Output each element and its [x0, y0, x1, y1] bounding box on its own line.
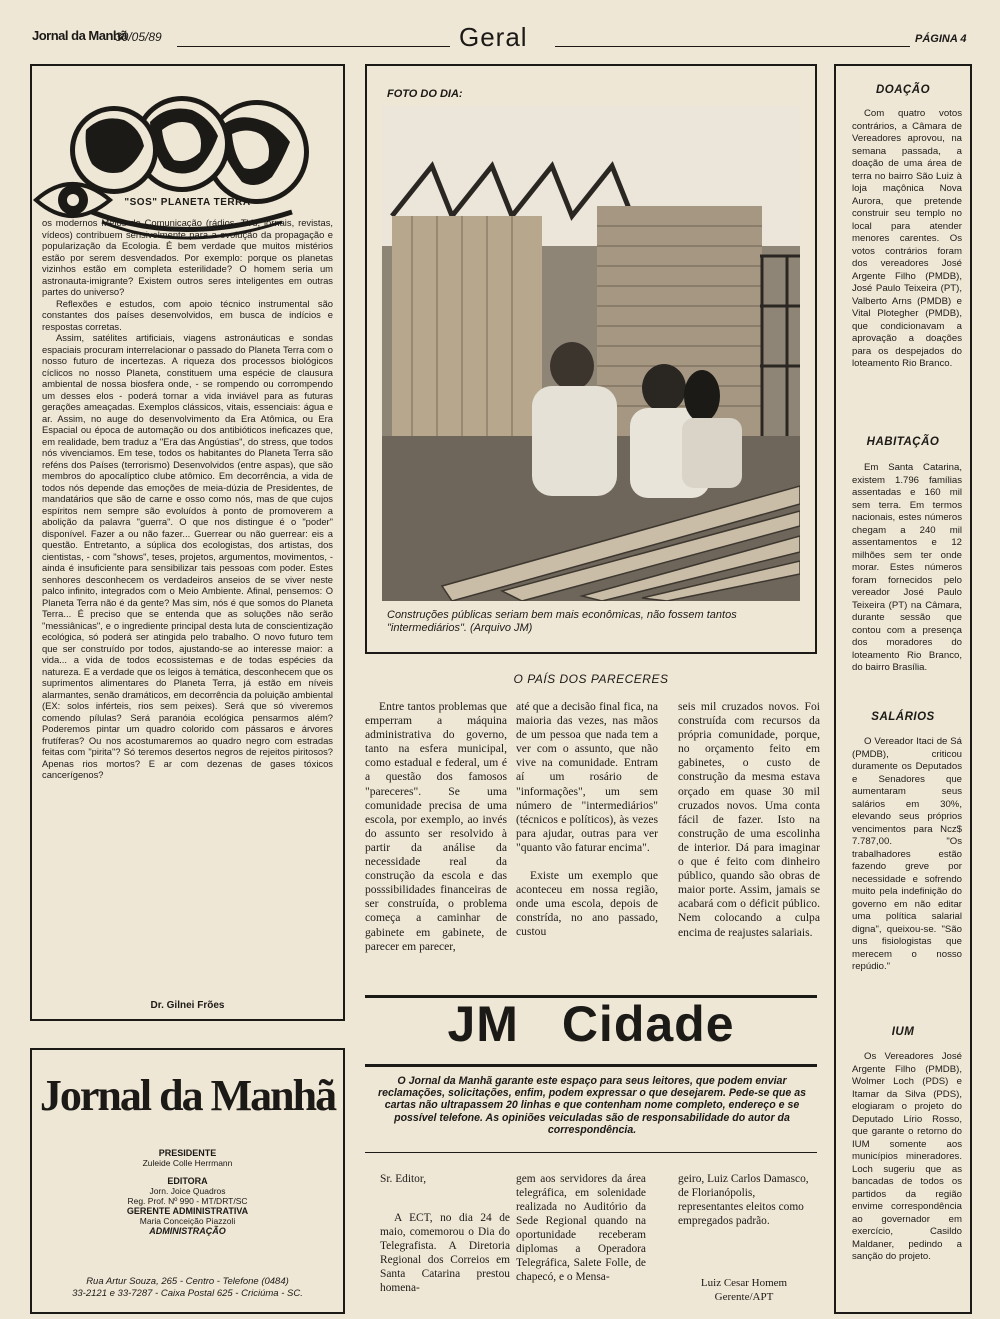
letter-column-2 — [516, 1172, 646, 1284]
text-salarios-p: O Vereador Itaci de Sá (PMDB), criticou duramente os Deputados e Senadores que aumentaram seus salários em 30%, elevando seus próprios vencimentos para Ncz$ 7.787,00. "Os trabalhadores estão fazendo greve por necessidade e sofrendo muito pela indefinição do governo em não editar uma política salarial digna", queixou-se. "São uns fisiologistas que merecem o nosso repúdio." — [852, 736, 962, 972]
cidade-rule-bottom — [365, 1152, 817, 1153]
letter-col1-text: A ECT, no dia 24 de maio, comemorou o Dia do Telegrafista. A Diretoria Regional dos Correios em Santa Catarina prestou homena- — [380, 1212, 510, 1294]
text-salarios — [852, 736, 962, 1016]
signature-role: Gerente/APT — [714, 1291, 774, 1303]
text-habitacao-p: Em Santa Catarina, existem 1.796 famílias assentadas e 160 mil sem terra. Em termos nacionais, estes números chegam a 240 mil assentamentos e 12 milhões sem ter onde morar. Estes números foram fornecidos pelo vereador José Paulo Teixeira (PT) na Câmara, durante sessão que contou com a presença dos moradores do loteamento Rio Branco, do bairro Brasília. — [852, 462, 962, 673]
article-column-2 — [516, 700, 658, 985]
header-rule-right — [555, 46, 910, 47]
gerente-label: GERENTE ADMINISTRATIVA — [126, 1206, 249, 1216]
text-doacao — [852, 108, 962, 433]
cidade-intro: O Jornal da Manhã garante este espaço para seus leitores, que podem enviar reclamações, solicitações, enfim, podem expressar o que desejarem. Pede-se que as cartas não ultrapassem 20 linhas e que contenham nome completo, endereço e se possível telefone. As opiniões veiculadas são de responsabilidade do autor da correspondência. — [377, 1075, 807, 1136]
sos-paragraph-1: os modernos Meios de Comunicação (rádios, TVs, jornais, revistas, vídeos) contribuem sensivelmente para a evolução da propagação e popularização da Ecologia. É bem verdade que muitos mistérios estão por serem desvendados. Por exemplo: porque os planetas vizinhos estão em completa esterilidade? O homem seria um astronauta-imigrante? Existem outros seres inteligentes em outras partes do universo? — [42, 217, 333, 297]
jm-logo: Jornal da Manhã — [39, 1071, 336, 1120]
letter-column-3 — [678, 1172, 814, 1228]
letter-column-1 — [380, 1172, 510, 1295]
article-column-3 — [678, 700, 820, 985]
administracao-label: ADMINISTRAÇÃO — [149, 1226, 226, 1236]
signature-name: Luiz Cesar Homem — [700, 1277, 788, 1289]
text-ium-p: Os Vereadores José Argente Filho (PMDB), Wolmer Loch (PDS) e Itamar da Silva (PDS), elogiaram o projeto do Deputado Lírio Rosso, que garante o retorno do IUM somente aos municípios mineradores. Loch sugeriu que as bancadas de todos os partidos da região envime correspondência ao governador em exercício, Casildo Maldaner, pedindo a sanção do projeto. — [852, 1051, 962, 1262]
article-col2-text-a: até que a decisão final fica, na maioria das vezes, nas mãos de um pessoa que nada tem a ver com o assunto, que não vive na comunidade. Entram aí um rosário de "informações", um sem número de "intermediários" (técnicos e políticos), às vezes para ajudar, outras para ver "quanto vão faturar encima". — [516, 700, 658, 854]
editora-registro: Reg. Prof. Nº 990 - MT/DRT/SC — [127, 1196, 248, 1206]
gerente-name: Maria Conceição Piazzoli — [139, 1216, 236, 1226]
address-line-1: Rua Artur Souza, 265 - Centro - Telefone (0484) — [86, 1276, 289, 1287]
foto-do-dia-label: FOTO DO DIA: — [387, 88, 463, 100]
page-number: PÁGINA 4 — [915, 33, 967, 45]
heading-doacao: DOAÇÃO — [875, 84, 931, 96]
heading-salarios: SALÁRIOS — [871, 711, 935, 723]
article-title: O PAÍS DOS PARECERES — [513, 672, 669, 686]
section-title: Geral — [459, 22, 528, 52]
header-date: 30/05/89 — [115, 30, 162, 44]
sos-body — [42, 217, 333, 987]
jm-cidade-title: JM Cidade — [447, 996, 735, 1052]
text-habitacao — [852, 462, 962, 702]
text-doacao-p: Com quatro votos contrários, a Câmara de Vereadores aprovou, na semana passada, a doação de uma área de terra no bairro São Luiz à loja maçônica Nova Aurora, que pretende construir seu templo no local para atender menores carentes. Os votos contrários foram dos vereadores José Argente Filho (PMDB), José Paulo Teixeira (PT), Valberto Arns (PMDB) e Vital Plotegher (PMDB), que condicionavam a aprovação a doações para os despejados do loteamento Rio Branco. — [852, 108, 962, 369]
editora-label: EDITORA — [167, 1176, 208, 1186]
letter-col3-text: geiro, Luiz Carlos Damasco, de Florianópolis, representantes eleitos como empregados padrão. — [678, 1173, 809, 1227]
notes-column-box — [834, 64, 972, 1314]
text-ium — [852, 1051, 962, 1311]
masthead-small: Jornal da Manhã — [32, 28, 128, 43]
article-column-1 — [365, 700, 507, 985]
article-col3-text: seis mil cruzados novos. Foi construída com recursos da própria comunidade, porque, no orçamento feito em gabinetes, o custo de construção da mesma estava orçado em quase 30 mil cruzados novos. Uma conta fácil de fazer. Isto na construção de uma escolinha de interior. Dá para imaginar o que é feito com dinheiro público, quando são obras de maior porte. Assim, jamais se acabará com o déficit público. Nem colocando a culpa encima de reajustes salariais. — [678, 700, 820, 939]
sos-paragraph-2: Reflexões e estudos, com apoio técnico instrumental são constantes dos países desenvolvidos, em busca de indícios e respostas corretas. — [42, 297, 333, 332]
sos-article-box — [30, 64, 345, 1021]
jm-masthead-box — [30, 1048, 345, 1314]
presidente-name: Zuleide Colle Herrmann — [142, 1158, 233, 1168]
heading-habitacao: HABITAÇÃO — [866, 436, 940, 448]
cidade-rule-mid — [365, 1064, 817, 1067]
letter-signature — [674, 1276, 814, 1304]
header-rule-left — [177, 46, 450, 47]
photo-of-the-day-box — [365, 64, 817, 654]
jm-address — [40, 1276, 335, 1300]
jm-staff-block — [32, 1148, 343, 1236]
construction-photo — [382, 106, 800, 601]
address-line-2: 33-2121 e 33-7287 - Caixa Postal 625 - Criciúma - SC. — [72, 1288, 303, 1299]
sos-author: Dr. Gilnei Frões — [150, 1000, 225, 1011]
photo-caption: Construções públicas seriam bem mais econômicas, não fossem tantos "intermediários". (Arquivo JM) — [387, 609, 737, 634]
editora-name: Jorn. Joice Quadros — [149, 1186, 226, 1196]
letter-salutation: Sr. Editor, — [380, 1173, 427, 1185]
heading-ium: IUM — [891, 1026, 915, 1038]
sos-paragraph-3: Assim, satélites artificiais, viagens astronáuticas e sondas espaciais procuram interrelacionar o passado do Planeta Terra com o nosso futuro de incertezas. A riqueza dos processos biológicos cíclicos no nosso Planeta, constituem uma espécie de clausura ambiental de nossa biosfera onde, - se rompendo ou corrompendo um desses elos - poderá tornar a vida inviável para as futuras gerações ameaçadas. Exemplos clássicos, vitais, essenciais: água e ar. Assim, no auge do desenvolvimento da Era Atômica, ou Era Espacial ou época de automação ou dos antibióticos ineficazes que, em realidade, bem traduz a "Era das Angústias", do stress, que todos nós vivenciamos. Em tese, todos os habitantes do Planeta Terra são reféns dos Países (terrorismo) Desenvolvidos (entre aspas), que são membros do apocalíptico clube atômico. Em decorrência, a vida de todos nós depende das emoções de meia-dúzia de Presidentes, de mandatários que são de carne e osso como nós, mas de que cujos espíritos nem sempre são evoluídos à ponto de promoverem a abolição da palavra "guerra". O que nos distingue é o "poder" disponível. Fazer a ou não fazer... Guerrear ou não guerrear: eis a questão. Entretanto, a súplica dos ecologistas, dos artistas, dos cientistas, - com "shows", teses, projetos, argumentos, movimentos, - ainda é insuficiente para sensibilizar tais pessoas com poder. Estes senhores desconhecem os verdadeiros anseios de se viver neste palco infinito, integrados com o Meio Ambiente. Afinal, pensemos: O Planeta Terra não é da gente? Mas sim, nós é que somos do Planeta Terra... É preciso que se entenda que as soluções não serão "messiânicas", e o ingrediente principal desta luta de conscientização ecológica, só poderá ser atingida pelo trabalho. O novo futuro tem que ser construído por todos, ajustando-se ao interesse maior: a vida... a vida de todos ecossistemas e de todas espécies da natureza. E a verdade que os leigos à temática, desconhecem que os suprimentos alimentares do Planeta Terra, já estão em níveis alarmantes, senão dramáticos, em decorrência da poluição ambiental (EX: solos inférteis, rios sem peixes). Será que só viveremos comendo pílulas? Será paranóia ecológica pensarmos além? Poderemos pintar um quadro colorido com pássaros e árvores frutíferas? Ou nos acostumaremos ao quadro negro com estradas feitas com "pirita"? Só teremos desertos negros de rejeitos piritosos? Apenas rios mortos? E ar com dezenas de gases tóxicos cancerígenos? — [42, 332, 333, 780]
article-col1-text: Entre tantos problemas que emperram a máquina administrativa do governo, tanto na esfera municipal, como estadual e federal, um é a questão dos famosos "pareceres". Se uma comunidade precisa de uma escola, por exemplo, ao invés do assunto ser resolvido à partir da análise da necessidade real da construção da escola e das posssibilidades financeiras de ser construída, o problema começa a caminhar de gabinete em gabinete, de parecer em parecer, — [365, 700, 507, 953]
sos-title: "SOS" PLANETA TERRA — [124, 197, 251, 208]
presidente-label: PRESIDENTE — [158, 1148, 217, 1158]
article-col2-text-b: Existe um exemplo que aconteceu em nossa região, onde uma escola, depois de constrída, no ano passado, custou — [516, 869, 658, 939]
letter-col2-text: gem aos servidores da área telegráfica, em solenidade realizada no Auditório da Sede Regional quando na oportunidade receberam diplomas a Operadora Telegráfica, Salete Folle, de chapecó, e o Mensa- — [516, 1173, 646, 1283]
